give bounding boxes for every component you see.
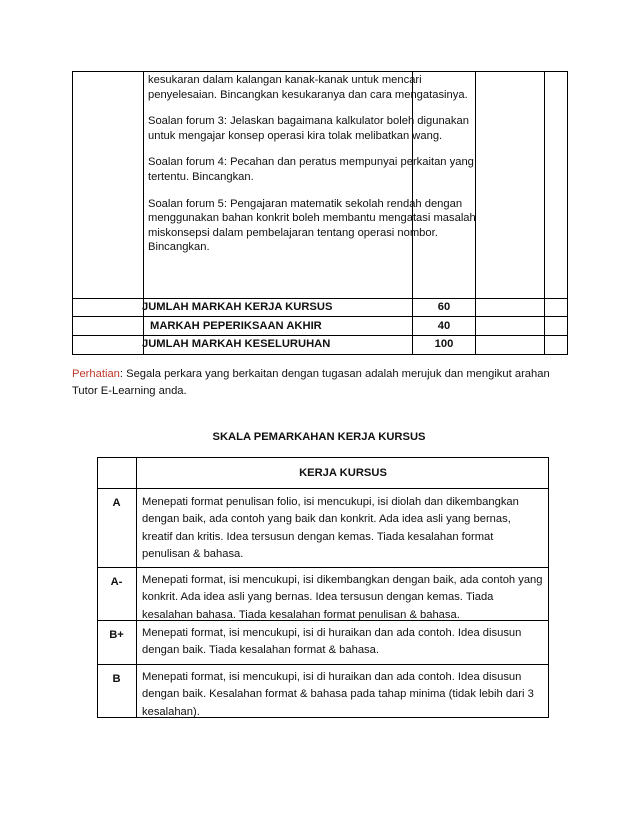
table-border-right <box>567 71 568 355</box>
table-divider <box>72 298 568 299</box>
table-divider <box>544 71 545 355</box>
grade-description: Menepati format, isi mencukupi, isi dikembangkan dengan baik, ada contoh yang konkrit. Ada idea asli yang bernas. Idea tersusun dengan kemas. Tiada kesalahan bahasa. Tiada kesalahan format penulisan & bahasa. <box>142 574 543 621</box>
grade-description: Menepati format, isi mencukupi, isi di huraikan dan ada contoh. Idea disusun dengan baik. Tiada kesalahan format & bahasa. <box>142 627 522 657</box>
coursework-header: KERJA KURSUS <box>299 466 387 479</box>
table-divider <box>97 488 549 489</box>
grade-description: Menepati format, isi mencukupi, isi di huraikan dan ada contoh. Idea disusun dengan baik. Kesalahan format & bahasa pada tahap minima (tidak lebih dari 3 kesalahan). <box>142 671 534 718</box>
table-divider <box>72 335 568 336</box>
paragraph: Soalan forum 3: Jelaskan bagaimana kalkulator boleh digunakan untuk mengajar konsep operasi kira tolak melibatkan wang. <box>148 115 469 142</box>
marks-table <box>72 71 568 355</box>
paragraph: Soalan forum 5: Pengajaran matematik sekolah rendah dengan menggunakan bahan konkrit boleh membantu mengatasi masalah miskonsepsi dalam pembelajaran tentang operasi nombor. Bincangkan. <box>148 197 476 254</box>
grade-label: B <box>112 673 121 685</box>
forum-questions-cell <box>148 73 484 255</box>
grading-scale-table <box>97 457 549 718</box>
scale-title: SKALA PEMARKAHAN KERJA KURSUS <box>212 431 426 443</box>
table-divider <box>136 457 137 718</box>
table-divider <box>72 316 568 317</box>
overall-total-label: JUMLAH MARKAH KESELURUHAN <box>142 338 331 350</box>
table-border-right <box>548 457 549 718</box>
note-paragraph <box>72 366 572 400</box>
table-border-bottom <box>72 354 568 355</box>
table-divider <box>97 664 549 665</box>
paragraph: Soalan forum 4: Pecahan dan peratus mempunyai perkaitan yang tertentu. Bincangkan. <box>148 156 474 183</box>
overall-total-value: 100 <box>434 338 454 350</box>
total-coursework-label: JUMLAH MARKAH KERJA KURSUS <box>142 301 333 313</box>
grade-label: A <box>112 497 121 509</box>
table-border-top <box>72 71 568 72</box>
grade-label: B+ <box>109 629 124 641</box>
note-label: Perhatian <box>72 368 120 380</box>
total-coursework-value: 60 <box>437 301 451 313</box>
final-exam-value: 40 <box>437 320 451 332</box>
paragraph: kesukaran dalam kalangan kanak-kanak untuk mencari penyelesaian. Bincangkan kesukaranya dan cara mengatasinya. <box>148 74 468 101</box>
table-divider <box>97 567 549 568</box>
final-exam-label: MARKAH PEPERIKSAAN AKHIR <box>150 320 322 332</box>
grade-description: Menepati format penulisan folio, isi mencukupi, isi diolah dan dikembangkan dengan baik, ada contoh yang baik dan konkrit. Ada idea asli yang bernas, kreatif dan kritis. Idea tersusun dengan kemas. Tiada kesalahan format penulisan & bahasa. <box>142 496 519 560</box>
grade-label: A- <box>110 576 123 588</box>
table-border-left <box>72 71 73 355</box>
note-text: : Segala perkara yang berkaitan dengan tugasan adalah merujuk dan mengikut arahan Tutor E-Learning anda. <box>72 368 550 397</box>
